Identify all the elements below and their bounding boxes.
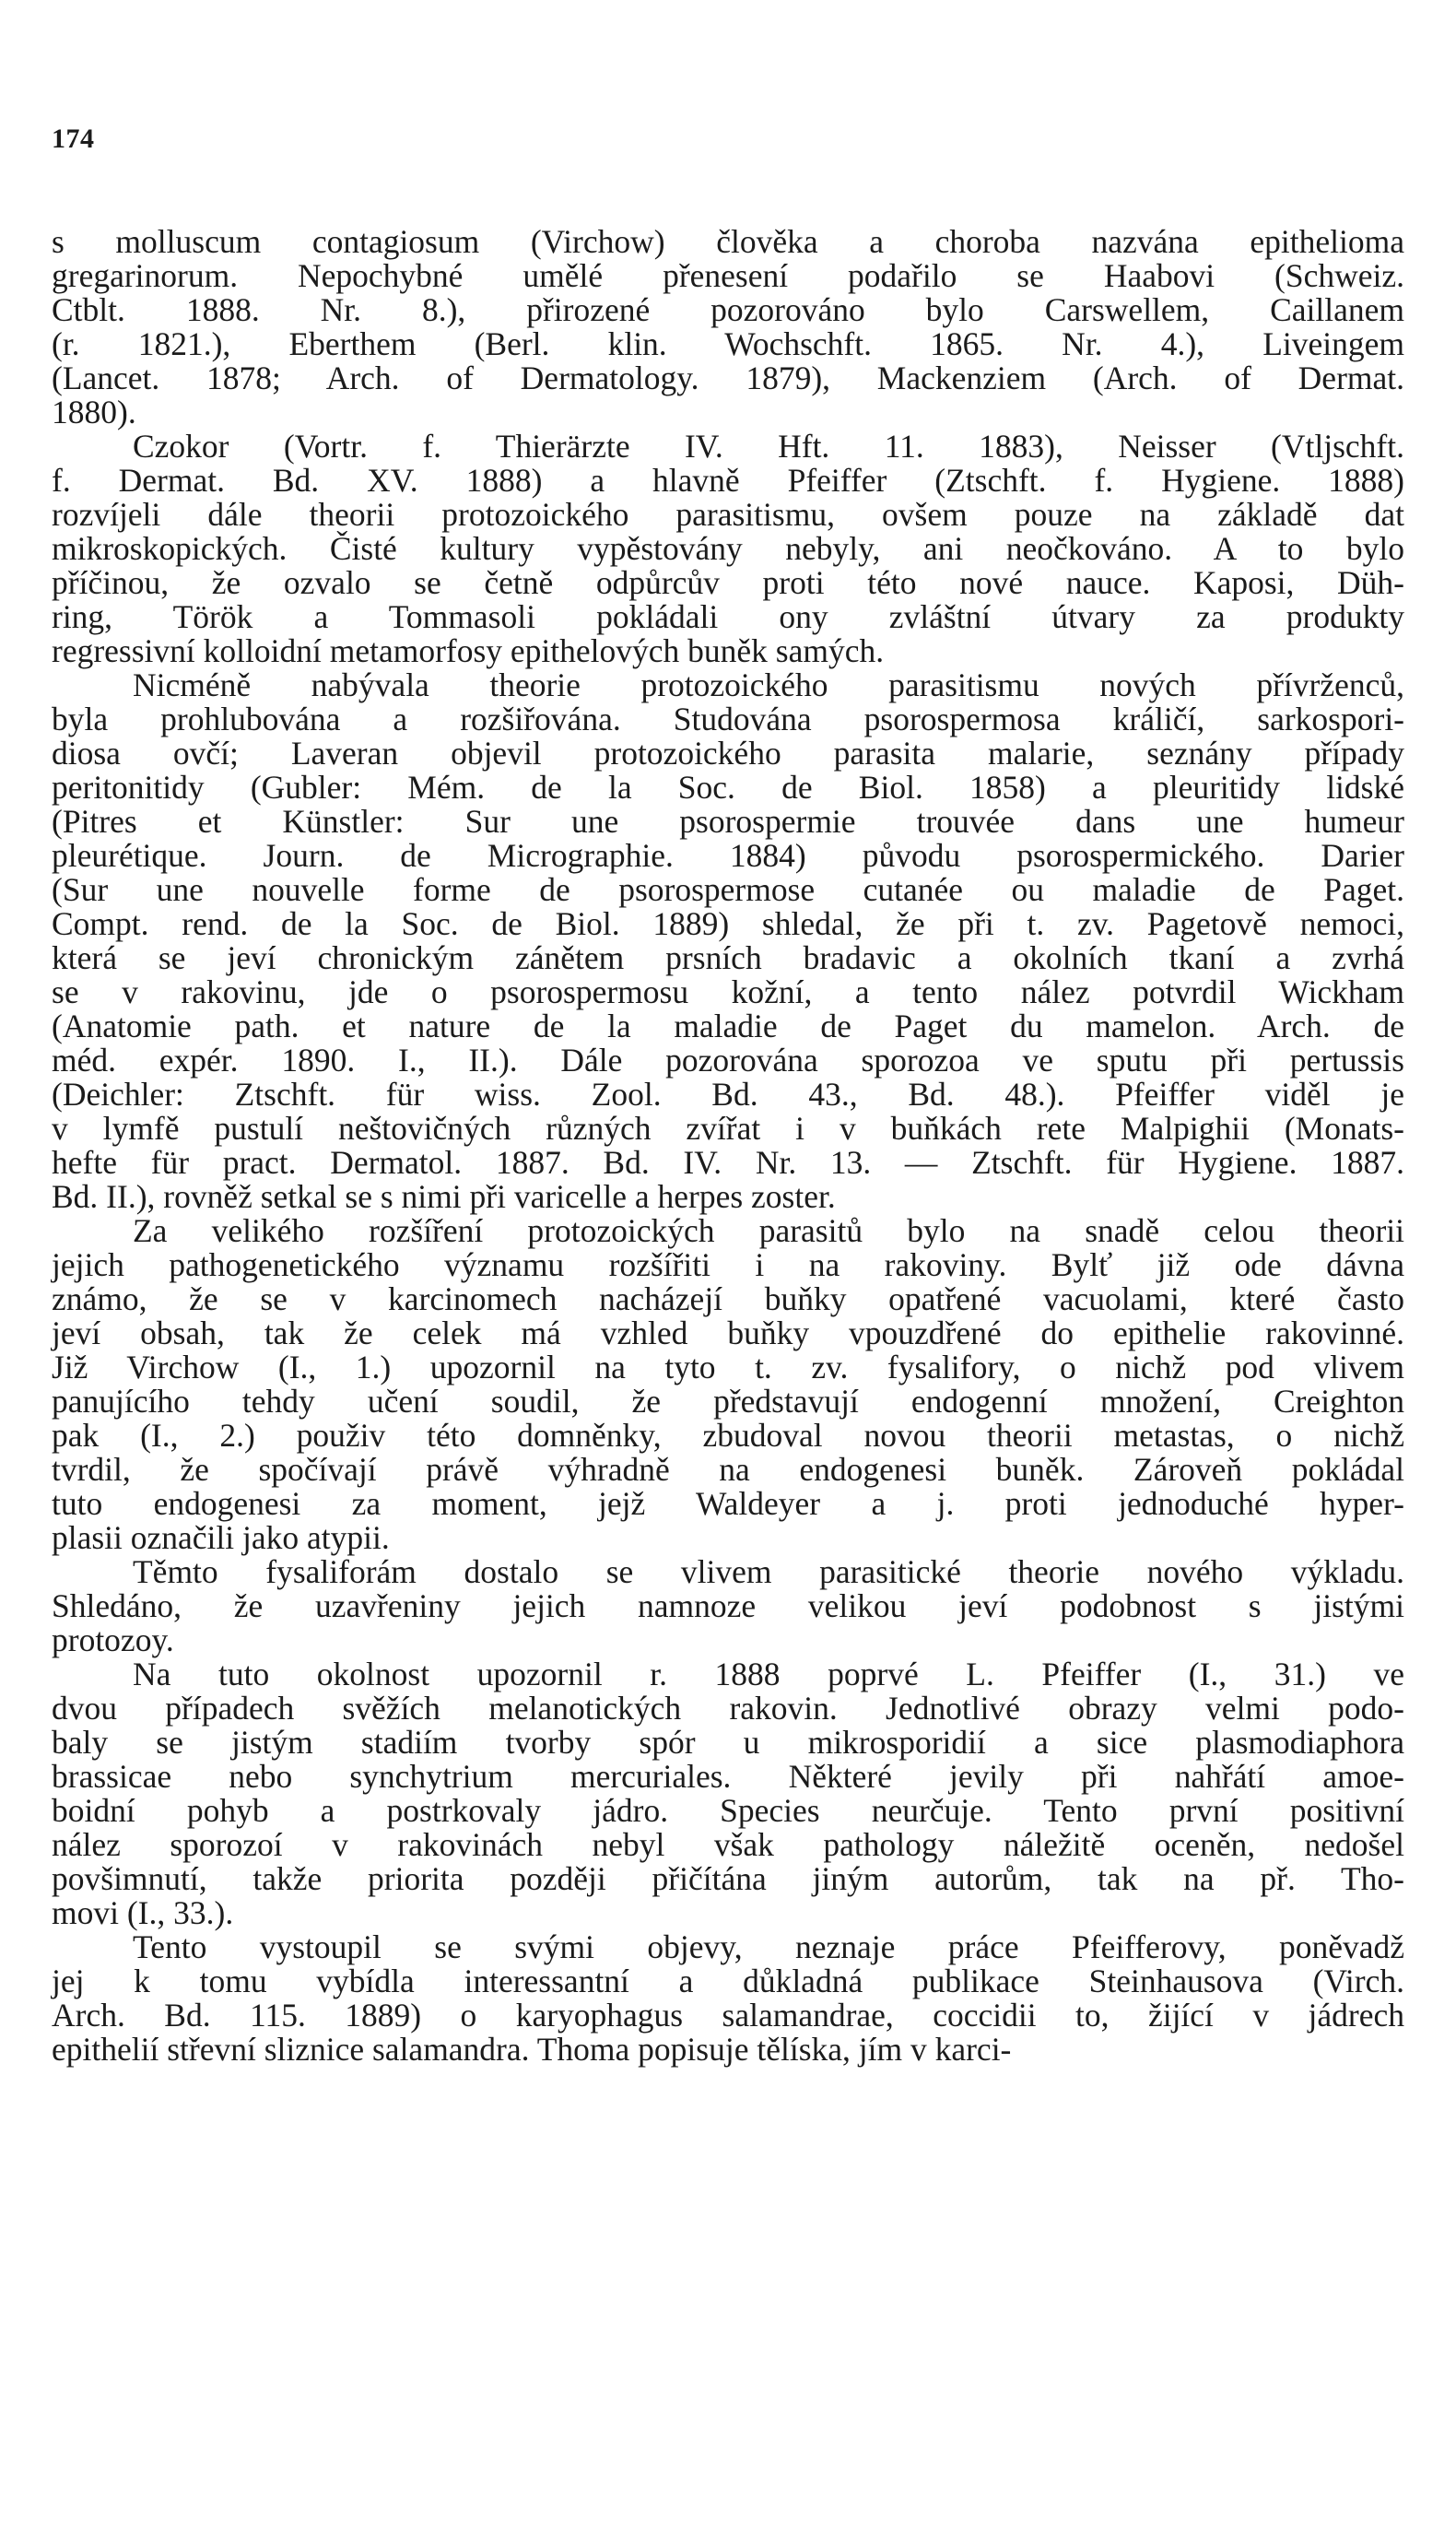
text-line: pak (I., 2.) použiv této domněnky, zbudoval novou theorii metastas, o nichž — [52, 1417, 1404, 1454]
page-number: 174 — [52, 124, 95, 154]
text-line: méd. expér. 1890. I., II.). Dále pozorována sporozoa ve sputu při pertussis — [52, 1042, 1404, 1079]
paragraph — [52, 1657, 1404, 1930]
text-line: diosa ovčí; Laveran objevil protozoického parasita malarie, seznány případy — [52, 735, 1404, 772]
text-line: mikroskopických. Čisté kultury vypěstovány nebyly, ani neočkováno. A to bylo — [52, 530, 1404, 567]
body-text — [52, 225, 1404, 2067]
text-line: (Lancet. 1878; Arch. of Dermatology. 1879), Mackenziem (Arch. of Dermat. — [52, 360, 1404, 396]
text-line: boidní pohyb a postrkovaly jádro. Species neurčuje. Tento první positivní — [52, 1792, 1404, 1829]
text-line: Czokor (Vortr. f. Thierärzte IV. Hft. 11. 1883), Neisser (Vtljschft. — [133, 428, 1404, 465]
text-line: brassicae nebo synchytrium mercuriales. Některé jevily při nahřátí amoe- — [52, 1758, 1404, 1795]
text-line: panujícího tehdy učení soudil, že představují endogenní množení, Creighton — [52, 1383, 1404, 1420]
text-line: regressivní kolloidní metamorfosy epithelových buněk samých. — [52, 632, 885, 669]
text-line: jej k tomu vybídla interessantní a důkladná publikace Steinhausova (Virch. — [52, 1963, 1404, 1999]
text-line: (Deichler: Ztschft. für wiss. Zool. Bd. 43., Bd. 48.). Pfeiffer viděl je — [52, 1076, 1404, 1113]
text-line: Za velikého rozšíření protozoických parasitů bylo na snadě celou theorii — [133, 1212, 1404, 1249]
text-line: movi (I., 33.). — [52, 1894, 234, 1931]
text-line: f. Dermat. Bd. XV. 1888) a hlavně Pfeiffer (Ztschft. f. Hygiene. 1888) — [52, 462, 1404, 499]
text-line: byla prohlubována a rozšiřována. Studována psorospermosa králičí, sarkospori- — [52, 701, 1404, 737]
text-line: (r. 1821.), Eberthem (Berl. klin. Wochschft. 1865. Nr. 4.), Liveingem — [52, 325, 1404, 362]
text-line: 1880). — [52, 394, 136, 430]
text-line: hefte für pract. Dermatol. 1887. Bd. IV. Nr. 13. — Ztschft. für Hygiene. 1887. — [52, 1144, 1404, 1181]
text-line: s molluscum contagiosum (Virchow) člověka a choroba nazvána epithelioma — [52, 223, 1404, 260]
text-line: baly se jistým stadiím tvorby spór u mikrosporidií a sice plasmodiaphora — [52, 1724, 1404, 1761]
text-line: tvrdil, že spočívají právě výhradně na endogenesi buněk. Zároveň pokládal — [52, 1451, 1404, 1488]
text-line: rozvíjeli dále theorii protozoického parasitismu, ovšem pouze na základě dat — [52, 496, 1404, 533]
text-line: Těmto fysaliforám dostalo se vlivem parasitické theorie nového výkladu. — [133, 1553, 1404, 1590]
text-line: plasii označili jako atypii. — [52, 1519, 390, 1556]
text-line: příčinou, že ozvalo se četně odpůrcův proti této nové nauce. Kaposi, Düh- — [52, 564, 1404, 601]
paragraph — [52, 225, 1404, 430]
paragraph — [52, 1930, 1404, 2067]
text-line: jejich pathogenetického významu rozšířiti i na rakoviny. Bylť již ode dávna — [52, 1246, 1404, 1283]
text-line: pleurétique. Journ. de Micrographie. 1884) původu psorospermického. Darier — [52, 837, 1404, 874]
text-line: Arch. Bd. 115. 1889) o karyophagus salamandrae, coccidii to, žijící v jádrech — [52, 1997, 1404, 2034]
text-line: Nicméně nabývala theorie protozoického parasitismu nových přívrženců, — [133, 666, 1404, 703]
text-line: nález sporozoí v rakovinách nebyl však pathology náležitě oceněn, nedošel — [52, 1826, 1404, 1863]
paragraph — [52, 430, 1404, 668]
text-line: (Sur une nouvelle forme de psorospermose cutanée ou maladie de Paget. — [52, 871, 1404, 908]
text-line: v lymfě pustulí neštovičných různých zvířat i v buňkách rete Malpighii (Monats- — [52, 1110, 1404, 1147]
text-line: (Pitres et Künstler: Sur une psorospermie trouvée dans une humeur — [52, 803, 1404, 840]
text-line: (Anatomie path. et nature de la maladie de Paget du mamelon. Arch. de — [52, 1008, 1404, 1044]
text-line: protozoy. — [52, 1621, 174, 1658]
text-line: Na tuto okolnost upozornil r. 1888 poprvé L. Pfeiffer (I., 31.) ve — [133, 1656, 1404, 1692]
text-line: ring, Török a Tommasoli pokládali ony zvláštní útvary za produkty — [52, 598, 1404, 635]
text-line: Compt. rend. de la Soc. de Biol. 1889) shledal, že při t. zv. Pagetově nemoci, — [52, 905, 1404, 942]
paragraph — [52, 1555, 1404, 1657]
text-line: povšimnutí, takže priorita později přičítána jiným autorům, tak na př. Tho- — [52, 1860, 1404, 1897]
paragraph — [52, 1214, 1404, 1555]
text-line: Shledáno, že uzavřeniny jejich namnoze velikou jeví podobnost s jistými — [52, 1587, 1404, 1624]
text-line: známo, že se v karcinomech nacházejí buňky opatřené vacuolami, které často — [52, 1280, 1404, 1317]
paragraph — [52, 668, 1404, 1214]
text-line: která se jeví chronickým zánětem prsních bradavic a okolních tkaní a zvrhá — [52, 939, 1404, 976]
text-line: Bd. II.), rovněž setkal se s nimi při varicelle a herpes zoster. — [52, 1178, 836, 1215]
text-line: tuto endogenesi za moment, jejž Waldeyer a j. proti jednoduché hyper- — [52, 1485, 1404, 1522]
text-line: se v rakovinu, jde o psorospermosu kožní, a tento nález potvrdil Wickham — [52, 973, 1404, 1010]
text-line: Ctblt. 1888. Nr. 8.), přirozené pozorováno bylo Carswellem, Caillanem — [52, 291, 1404, 328]
text-line: gregarinorum. Nepochybné umělé přenesení podařilo se Haabovi (Schweiz. — [52, 257, 1404, 294]
text-line: jeví obsah, tak že celek má vzhled buňky vpouzdřené do epithelie rakovinné. — [52, 1315, 1404, 1351]
text-line: epithelií střevní sliznice salamandra. Thoma popisuje tělíska, jím v karci- — [52, 2031, 1012, 2068]
text-line: peritonitidy (Gubler: Mém. de la Soc. de Biol. 1858) a pleuritidy lidské — [52, 769, 1404, 806]
text-line: dvou případech svěžích melanotických rakovin. Jednotlivé obrazy velmi podo- — [52, 1690, 1404, 1727]
text-line: Tento vystoupil se svými objevy, neznaje práce Pfeifferovy, poněvadž — [133, 1928, 1404, 1965]
text-line: Již Virchow (I., 1.) upozornil na tyto t. zv. fysalifory, o nichž pod vlivem — [52, 1349, 1404, 1385]
